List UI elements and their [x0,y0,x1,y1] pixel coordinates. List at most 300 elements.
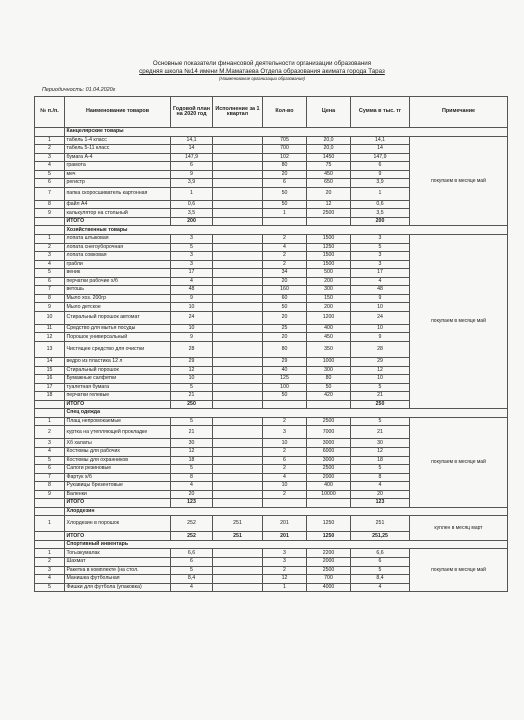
table-cell: табель 1-4 класс [65,136,171,145]
table-cell: 1 [263,209,307,218]
table-cell: 9 [35,209,65,218]
table-cell: 6 [351,557,410,566]
table-cell: 50 [263,392,307,401]
table-cell: Сапоги резиновые [65,465,171,474]
table-cell: Стиральный порошок автомат [65,311,171,324]
table-cell: папка скоросшиватель картонная [65,187,171,200]
table-cell: 20 [263,333,307,342]
table-cell: 1200 [307,311,351,324]
table-cell: 20 [263,311,307,324]
section-title: Хозяйственные товары [65,226,508,235]
section-title: Канцелярские товары [65,128,508,137]
table-cell: 8 [351,473,410,482]
table-cell: 1250 [307,243,351,252]
table-cell: 123 [351,499,410,508]
table-cell: 6 [35,465,65,474]
table-cell: 20 [351,490,410,499]
table-cell: 5 [351,465,410,474]
table-cell: 20 [263,277,307,286]
table-cell: 5 [351,383,410,392]
table-cell: 21 [351,426,410,439]
table-cell [213,392,263,401]
table-cell [307,499,351,508]
table-cell [213,482,263,491]
table-cell: 3 [35,439,65,448]
table-cell: 1500 [307,260,351,269]
table-cell [213,400,263,409]
table-cell [263,499,307,508]
table-cell: 10000 [307,490,351,499]
table-cell: 30 [171,439,213,448]
table-cell: 300 [307,286,351,295]
table-cell: 50 [263,303,307,312]
table-cell: 252 [171,516,213,532]
table-cell: 250 [351,400,410,409]
table-cell: 3,5 [171,209,213,218]
table-cell: 650 [307,179,351,188]
table-cell: 1 [263,583,307,592]
table-cell: 2 [263,260,307,269]
table-cell: меч [65,170,171,179]
table-cell: 3,9 [171,179,213,188]
table-cell: 200 [307,303,351,312]
table-cell: 3 [35,153,65,162]
table-cell: 20 [263,170,307,179]
table-cell: Ракетка в комплекте (на стол. [65,566,171,575]
table-cell: 147,9 [351,153,410,162]
table-cell: файл А4 [65,200,171,209]
table-cell: 21 [351,392,410,401]
table-cell: 2 [263,252,307,261]
table-cell: 251 [213,516,263,532]
table-cell: 20 [307,187,351,200]
table-cell: 5 [171,465,213,474]
table-cell: 6 [263,179,307,188]
table-cell: 1250 [307,532,351,541]
table-cell: 9 [171,170,213,179]
table-cell: 80 [307,375,351,384]
remark-cell: покупаем в месяце май [410,235,508,409]
table-cell: 2500 [307,566,351,575]
table-cell: 24 [171,311,213,324]
table-cell: 2 [35,557,65,566]
table-cell: лопата совковая [65,252,171,261]
table-cell: 17 [171,269,213,278]
table-cell [213,549,263,558]
table-cell: 6,6 [171,549,213,558]
table-cell: 2000 [307,557,351,566]
table-header-row [35,97,508,128]
col-header: № п./п. [35,97,65,128]
table-cell [213,366,263,375]
table-cell: 200 [351,217,410,226]
table-cell: 50 [307,383,351,392]
table-row [35,549,508,558]
table-cell [213,465,263,474]
table-cell: 3000 [307,439,351,448]
table-cell: 28 [351,342,410,358]
table-cell: 450 [307,333,351,342]
table-cell [213,235,263,244]
table-cell: 1 [35,417,65,426]
table-cell: 7 [35,286,65,295]
table-cell: 16 [35,375,65,384]
table-cell: 7 [35,473,65,482]
table-cell: 8 [35,200,65,209]
table-cell [213,426,263,439]
table-cell: 15 [35,366,65,375]
remark-cell: покупаем в месяце май [410,136,508,226]
table-row [35,235,508,244]
section-cell [35,226,65,235]
table-cell: 9 [171,294,213,303]
table-cell: 20,0 [307,145,351,154]
section-title: Хлордезин [65,507,508,516]
table-cell: 5 [171,417,213,426]
table-cell: 9 [171,333,213,342]
table-cell: 3000 [307,456,351,465]
finance-table [34,96,508,592]
table-cell: 450 [307,170,351,179]
table-cell: 6 [35,179,65,188]
table-cell: 3 [351,235,410,244]
table-cell [213,200,263,209]
table-cell: 150 [307,294,351,303]
col-header: Примечание [410,97,508,128]
table-cell [213,575,263,584]
table-cell: 12 [35,333,65,342]
table-cell: 102 [263,153,307,162]
table-cell [213,209,263,218]
table-cell: 5 [171,566,213,575]
table-cell: 4 [351,482,410,491]
table-cell: ИТОГО [65,400,171,409]
table-cell: 17 [35,383,65,392]
table-cell: 24 [351,311,410,324]
table-cell: 25 [263,324,307,333]
table-cell [213,383,263,392]
table-row [35,136,508,145]
table-cell: 2 [263,566,307,575]
table-body [35,128,508,592]
table-cell: 4000 [307,583,351,592]
table-cell: 4 [351,583,410,592]
table-cell: 2000 [307,473,351,482]
table-cell: 201 [263,532,307,541]
section-cell [35,409,65,418]
table-cell: 10 [35,311,65,324]
section-cell [35,128,65,137]
table-cell: 4 [35,260,65,269]
table-cell [213,269,263,278]
table-cell: 1000 [307,358,351,367]
table-cell: 8 [35,482,65,491]
table-cell: ИТОГО [65,499,171,508]
table-cell [213,417,263,426]
table-cell [213,179,263,188]
table-cell: 7000 [307,426,351,439]
table-cell: 4 [171,583,213,592]
section-row [35,409,508,418]
organization-caption: (Наименование организации образования) [219,76,305,81]
organization-name: средняя школа №14 имени М.Маматаева Отдела образования акимата города Тараз [139,68,385,75]
table-cell: 123 [171,499,213,508]
table-cell: 160 [263,286,307,295]
table-cell: 1 [35,549,65,558]
table-cell: 2 [263,490,307,499]
table-cell: регистр [65,179,171,188]
table-cell: 1 [35,136,65,145]
table-cell: 2 [35,426,65,439]
table-cell: 251 [351,516,410,532]
table-cell: 1 [171,187,213,200]
table-cell: 18 [171,456,213,465]
table-cell [213,583,263,592]
table-cell [213,439,263,448]
table-cell: перчатки рабочие х/б [65,277,171,286]
table-cell: 29 [171,358,213,367]
table-cell [213,162,263,171]
table-cell: 700 [307,575,351,584]
table-cell: 14,1 [171,136,213,145]
table-cell [213,187,263,200]
table-cell [213,170,263,179]
table-cell: 6 [35,277,65,286]
table-cell: 100 [263,383,307,392]
table-cell: 3 [263,549,307,558]
table-cell: 1450 [307,153,351,162]
table-cell: 2 [263,447,307,456]
table-cell: бумага А-4 [65,153,171,162]
table-cell: табель 5-11 класс [65,145,171,154]
table-cell: 30 [351,439,410,448]
table-cell: 12 [307,200,351,209]
table-cell: 4 [35,162,65,171]
table-cell: 500 [307,269,351,278]
table-cell [35,217,65,226]
table-cell: 4 [263,243,307,252]
table-cell [213,252,263,261]
table-cell: 1500 [307,235,351,244]
table-cell: Средство для мытья посуды [65,324,171,333]
table-cell: 3 [171,252,213,261]
table-cell [263,217,307,226]
table-cell: куртка на утепляющей прокладке [65,426,171,439]
table-cell: 29 [351,358,410,367]
table-cell: 75 [307,162,351,171]
table-cell: 80 [263,162,307,171]
table-cell: 5 [35,456,65,465]
table-cell: ведро из пластика 12 л [65,358,171,367]
table-cell: Костюмы для рабочих [65,447,171,456]
table-cell: 4 [171,482,213,491]
table-cell: 10 [171,303,213,312]
table-cell [213,447,263,456]
table-cell: 9 [35,303,65,312]
table-cell: 14 [171,145,213,154]
section-row [35,128,508,137]
table-cell: 12 [351,447,410,456]
table-cell: 3 [35,252,65,261]
table-cell: 8 [35,294,65,303]
table-cell: грабли [65,260,171,269]
table-cell: лопата снегоуборочная [65,243,171,252]
table-cell: 1250 [307,516,351,532]
table-cell [307,217,351,226]
table-cell: 29 [263,358,307,367]
table-cell: 14,1 [351,136,410,145]
table-cell: 10 [351,375,410,384]
table-cell: Мыло хоз. 200гр [65,294,171,303]
table-cell [35,499,65,508]
period-label: Периодичность: 01.04.2020г [42,87,116,93]
table-cell: калькулятор на стольный [65,209,171,218]
table-cell: 2 [263,465,307,474]
table-cell: 3 [35,566,65,575]
table-cell: Плащ непромокаемые [65,417,171,426]
table-cell: 5 [171,383,213,392]
table-cell: 48 [351,286,410,295]
col-header: Кол-во [263,97,307,128]
table-cell: 300 [307,366,351,375]
table-cell: 1 [35,235,65,244]
table-cell [213,260,263,269]
section-row [35,507,508,516]
table-cell [35,400,65,409]
table-cell: 17 [351,269,410,278]
section-cell [35,540,65,549]
table-cell: 5 [35,269,65,278]
table-cell: 12 [171,366,213,375]
table-cell: 10 [171,324,213,333]
table-cell: 2 [35,145,65,154]
table-cell: 6 [351,162,410,171]
table-cell: 80 [263,342,307,358]
table-cell: 705 [263,136,307,145]
table-cell: 2 [263,417,307,426]
table-cell: 13 [35,342,65,358]
table-cell [213,286,263,295]
table-cell: 0,6 [171,200,213,209]
table-cell: 251,25 [351,532,410,541]
table-cell [213,456,263,465]
table-cell: 4 [171,277,213,286]
table-cell: ветошь [65,286,171,295]
table-cell [35,532,65,541]
table-cell: Валенки [65,490,171,499]
document-title: Основные показатели финансовой деятельности организации образования [152,60,372,67]
table-cell: 1 [351,187,410,200]
table-cell: 18 [35,392,65,401]
table-cell: 6,6 [351,549,410,558]
table-cell: 12 [351,366,410,375]
table-cell: 200 [171,217,213,226]
col-header: Годовой план на 2020 год [171,97,213,128]
table-cell: грамота [65,162,171,171]
table-cell: 250 [171,400,213,409]
table-cell [213,358,263,367]
table-cell [263,400,307,409]
table-cell: 50 [263,200,307,209]
remark-cell: покупаем в месяце май [410,549,508,592]
col-header: Исполнение за 1 квартал [213,97,263,128]
table-cell: Тогызкумалак [65,549,171,558]
table-cell: 251 [213,532,263,541]
table-cell: 6 [263,456,307,465]
table-cell: 147,9 [171,153,213,162]
table-cell: 2 [35,243,65,252]
table-cell [213,324,263,333]
table-cell: 21 [171,426,213,439]
table-cell: Костюмы для охранников [65,456,171,465]
table-cell: 5 [351,566,410,575]
table-cell [213,294,263,303]
table-cell: 10 [351,303,410,312]
table-cell: Мыло детское [65,303,171,312]
table-cell: Манишка футбольная [65,575,171,584]
table-cell: 1 [35,516,65,532]
table-cell: 0,6 [351,200,410,209]
table-cell: 14 [351,145,410,154]
table-cell: 20 [171,490,213,499]
table-cell: 2 [263,235,307,244]
table-cell: 4 [263,473,307,482]
table-cell [213,145,263,154]
table-cell: 5 [351,243,410,252]
table-cell: 9 [35,490,65,499]
table-cell: 2500 [307,209,351,218]
table-cell: 48 [171,286,213,295]
table-cell [213,499,263,508]
table-cell: 7 [35,187,65,200]
table-cell: 4 [35,447,65,456]
table-cell [213,557,263,566]
table-cell: 6 [171,557,213,566]
section-row [35,226,508,235]
table-cell [213,303,263,312]
table-cell [213,153,263,162]
section-title: Спец одежда [65,409,508,418]
table-cell: 700 [263,145,307,154]
section-title: Спортивный инвентарь [65,540,508,549]
table-cell: туалетная бумага [65,383,171,392]
table-cell: 20,0 [307,136,351,145]
table-cell: 6000 [307,447,351,456]
table-cell: 400 [307,482,351,491]
table-cell: 21 [171,392,213,401]
table-cell: 60 [263,294,307,303]
table-cell: 2500 [307,417,351,426]
table-cell: 50 [263,187,307,200]
table-cell: 2500 [307,465,351,474]
table-cell: 10 [351,324,410,333]
table-cell [213,333,263,342]
col-header: Наименование товаров [65,97,171,128]
table-cell: 10 [263,482,307,491]
table-cell: 12 [263,575,307,584]
table-cell: Стиральный порошок [65,366,171,375]
col-header: Цена [307,97,351,128]
table-cell: 34 [263,269,307,278]
table-cell: 4 [351,277,410,286]
table-cell: Рукавицы брезентовые [65,482,171,491]
table-cell: 3 [171,260,213,269]
table-cell: 4 [35,575,65,584]
table-cell: Хб халаты [65,439,171,448]
table-cell: 18 [351,456,410,465]
table-cell: 3 [171,235,213,244]
table-cell: 200 [307,277,351,286]
